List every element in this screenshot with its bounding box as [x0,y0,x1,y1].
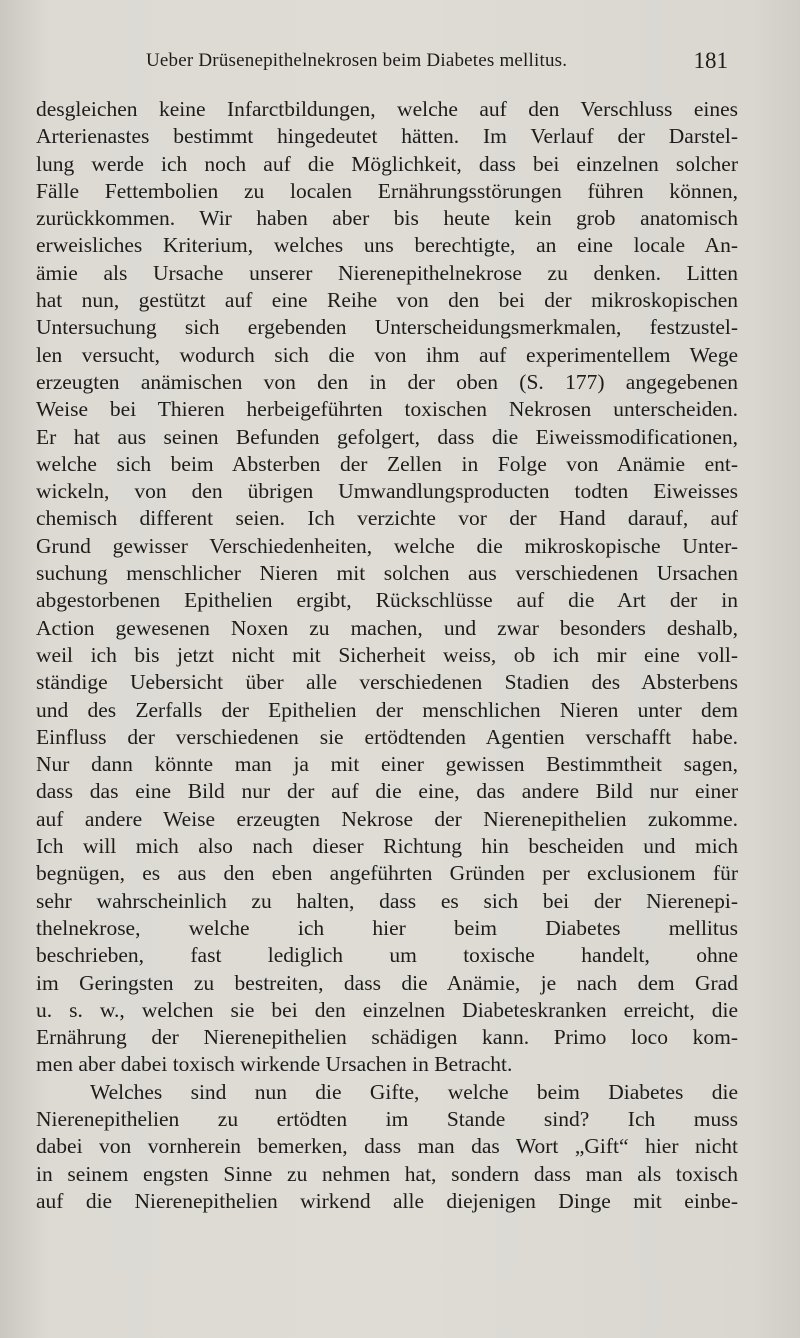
text-line: Einfluss der verschiedenen sie ertödtenden Agentien verschafft habe. [36,724,738,749]
text-line: erweisliches Kriterium, welches uns berechtigte, an eine locale An- [36,233,738,258]
text-line: zurückkommen. Wir haben aber bis heute kein grob anatomisch [36,206,738,231]
text-line: in seinem engsten Sinne zu nehmen hat, sondern dass man als toxisch [36,1161,738,1186]
text-line: Nierenepithelien zu ertödten im Stande sind? Ich muss [36,1106,738,1131]
text-line: beschrieben, fast lediglich um toxische handelt, ohne [36,943,738,968]
text-line: Ernährung der Nierenepithelien schädigen kann. Primo loco kom- [36,1025,738,1050]
body-text [36,96,738,1215]
text-line: sehr wahrscheinlich zu halten, dass es sich bei der Nierenepi- [36,888,738,913]
text-line: begnügen, es aus den eben angeführten Gründen per exclusionem für [36,861,738,886]
text-line: Arterienastes bestimmt hingedeutet hätten. Im Verlauf der Darstel- [36,124,738,149]
text-line: lung werde ich noch auf die Möglichkeit, dass bei einzelnen solcher [36,151,738,176]
text-line: u. s. w., welchen sie bei den einzelnen Diabeteskranken erreicht, die [36,997,738,1022]
page-number: 181 [693,48,728,73]
paragraph-start-line: Welches sind nun die Gifte, welche beim Diabetes die [90,1079,738,1104]
text-line: suchung menschlicher Nieren mit solchen aus verschiedenen Ursachen [36,561,738,586]
text-line: Nur dann könnte man ja mit einer gewissen Bestimmtheit sagen, [36,752,738,777]
text-line: Fälle Fettembolien zu localen Ernährungsstörungen führen können, [36,178,738,203]
text-line: dabei von vornherein bemerken, dass man das Wort „Gift“ hier nicht [36,1134,738,1159]
text-line: und des Zerfalls der Epithelien der menschlichen Nieren unter dem [36,697,738,722]
text-line: Er hat aus seinen Befunden gefolgert, dass die Eiweissmodificationen, [36,424,738,449]
text-line: chemisch different seien. Ich verzichte vor der Hand darauf, auf [36,506,738,531]
text-line: desgleichen keine Infarctbildungen, welche auf den Verschluss eines [36,97,738,121]
text-line: erzeugten anämischen von den in der oben (S. 177) angegebenen [36,369,738,394]
text-line: Grund gewisser Verschiedenheiten, welche die mikroskopische Unter- [36,533,738,558]
text-line: Weise bei Thieren herbeigeführten toxischen Nekrosen unterscheiden. [36,397,738,422]
text-line: im Geringsten zu bestreiten, dass die Anämie, je nach dem Grad [36,970,738,995]
text-line: Action gewesenen Noxen zu machen, und zwar besonders deshalb, [36,615,738,640]
text-line: auf die Nierenepithelien wirkend alle diejenigen Dinge mit einbe- [36,1188,738,1213]
text-line: Ich will mich also nach dieser Richtung hin bescheiden und mich [36,834,738,859]
text-line: abgestorbenen Epithelien ergibt, Rückschlüsse auf die Art der in [36,588,738,613]
paragraph-end-line: men aber dabei toxisch wirkende Ursachen in Betracht. [36,1052,513,1077]
text-line: thelnekrose, welche ich hier beim Diabetes mellitus [36,915,738,940]
text-line: ämie als Ursache unserer Nierenepithelnekrose zu denken. Litten [36,260,738,285]
text-line: auf andere Weise erzeugten Nekrose der Nierenepithelien zukomme. [36,806,738,831]
text-line: hat nun, gestützt auf eine Reihe von den bei der mikroskopischen [36,288,738,313]
text-line: Untersuchung sich ergebenden Unterscheidungsmerkmalen, festzustel- [36,315,738,340]
text-line: welche sich beim Absterben der Zellen in Folge von Anämie ent- [36,451,738,476]
text-line: dass das eine Bild nur der auf die eine, das andere Bild nur einer [36,779,738,804]
text-line: ständige Uebersicht über alle verschiedenen Stadien des Absterbens [36,670,738,695]
running-title: Ueber Drüsenepithelnekrosen beim Diabetes mellitus. [146,50,568,71]
text-line: wickeln, von den übrigen Umwandlungsproducten todten Eiweisses [36,479,738,504]
running-head [146,50,736,80]
text-line: weil ich bis jetzt nicht mit Sicherheit weiss, ob ich mir eine voll- [36,642,738,667]
text-line: len versucht, wodurch sich die von ihm auf experimentellem Wege [36,342,738,367]
